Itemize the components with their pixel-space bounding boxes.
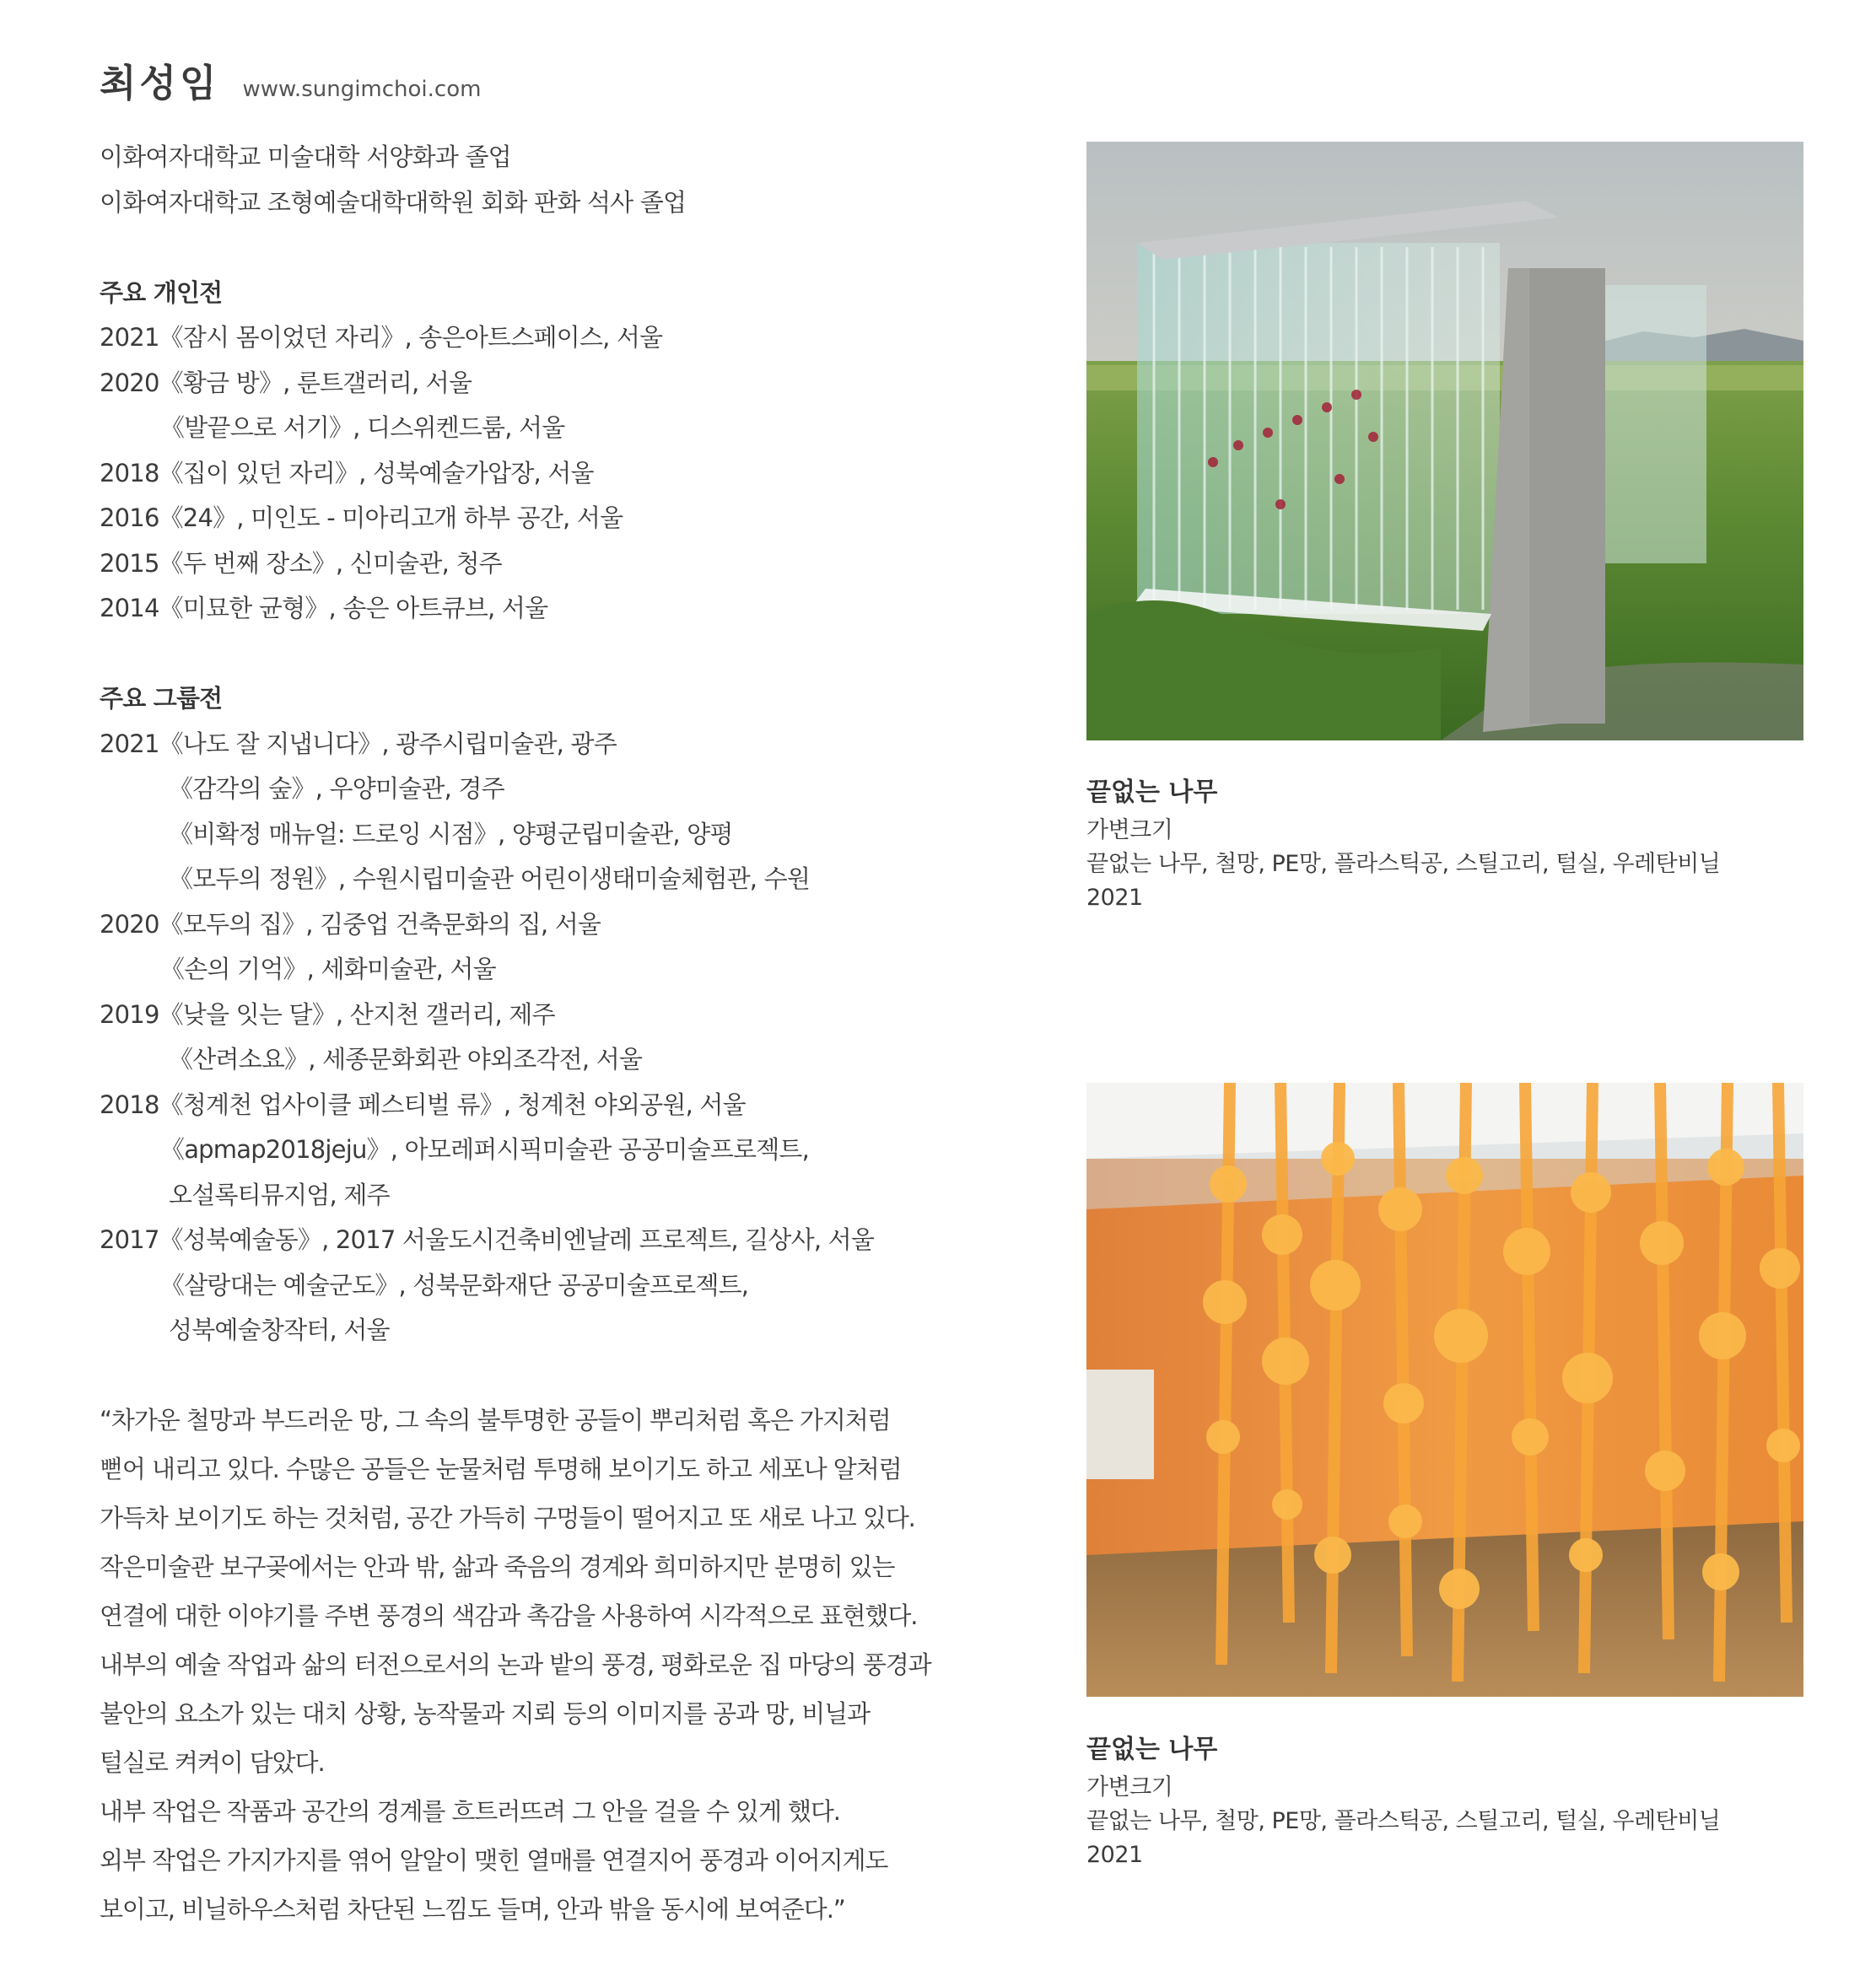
statement-line: 보이고, 비닐하우스처럼 차단된 느낌도 들며, 안과 밖을 동시에 보여준다.” — [100, 1895, 845, 1924]
group-exhibition-entry: 오설록티뮤지엄, 제주 — [169, 1180, 390, 1209]
group-exhibition-entry: 《모두의 정원》, 수원시립미술관 어린이생태미술체험관, 수원 — [169, 864, 811, 893]
statement-line: 가득차 보이기도 하는 것처럼, 공간 가득히 구멍들이 떨어지고 또 새로 나고 있다. — [100, 1504, 915, 1532]
solo-exhibition-entry: 2015《두 번째 장소》, 신미술관, 청주 — [100, 548, 502, 578]
group-exhibition-entry: 2020《모두의 집》, 김중업 건축문화의 집, 서울 — [100, 909, 601, 939]
biography-column — [100, 135, 909, 1354]
group-exhibition-entry: 《손의 기억》, 세화미술관, 서울 — [160, 955, 496, 983]
group-exhibition-entry: 2018《청계천 업사이클 페스티벌 류》, 청계천 야외공원, 서울 — [100, 1090, 746, 1119]
statement-line: 불안의 요소가 있는 대치 상황, 농작물과 지뢰 등의 이미지를 공과 망, 비닐과 — [100, 1699, 870, 1728]
artist-statement — [100, 1396, 931, 1934]
artwork-materials: 끝없는 나무, 철망, PE망, 플라스틱공, 스틸고리, 털실, 우레탄비닐 — [1086, 851, 1721, 877]
statement-line: “차가운 철망과 부드러운 망, 그 속의 불투명한 공들이 뿌리처럼 혹은 가지처럼 — [100, 1406, 891, 1434]
artwork-size: 가변크기 — [1086, 1774, 1173, 1800]
solo-exhibition-entry: 2016《24》, 미인도 - 미아리고개 하부 공간, 서울 — [100, 503, 623, 532]
artwork-size: 가변크기 — [1086, 817, 1173, 843]
solo-exhibition-entry: 《발끝으로 서기》, 디스위켄드룸, 서울 — [160, 413, 565, 442]
artwork-year: 2021 — [1086, 1842, 1143, 1868]
group-exhibition-entry: 《비확정 매뉴얼: 드로잉 시점》, 양평군립미술관, 양평 — [169, 819, 733, 848]
statement-line: 털실로 켜켜이 담았다. — [100, 1748, 325, 1777]
education-line: 이화여자대학교 조형예술대학대학원 회화 판화 석사 졸업 — [100, 187, 687, 217]
statement-line: 연결에 대한 이야기를 주변 풍경의 색감과 촉감을 사용하여 시각적으로 표현했다. — [100, 1601, 918, 1630]
statement-line: 외부 작업은 가지가지를 엮어 알알이 맺힌 열매를 연결지어 풍경과 이어지게도 — [100, 1846, 888, 1875]
group-exhibition-entry: 《감각의 숲》, 우양미술관, 경주 — [169, 774, 504, 803]
artwork-photo-outdoor — [1086, 142, 1803, 740]
group-exhibitions-heading: 주요 그룹전 — [100, 684, 223, 713]
education-line: 이화여자대학교 미술대학 서양화과 졸업 — [100, 143, 511, 171]
artwork-title: 끝없는 나무 — [1086, 778, 1218, 807]
solo-exhibitions-heading: 주요 개인전 — [100, 277, 223, 307]
group-exhibition-entry: 2019《낮을 잇는 달》, 산지천 갤러리, 제주 — [100, 999, 555, 1029]
artist-name: 최성임 — [100, 61, 220, 105]
solo-exhibition-entry: 2020《황금 방》, 룬트갤러리, 서울 — [100, 368, 472, 397]
solo-exhibition-entry: 2018《집이 있던 자리》, 성북예술가압장, 서울 — [100, 458, 594, 487]
artwork-materials: 끝없는 나무, 철망, PE망, 플라스틱공, 스틸고리, 털실, 우레탄비닐 — [1086, 1808, 1721, 1834]
solo-exhibition-entry: 2014《미묘한 균형》, 송은 아트큐브, 서울 — [100, 594, 548, 622]
group-exhibition-entry: 2017《성북예술동》, 2017 서울도시건축비엔날레 프로젝트, 길상사, 서울 — [100, 1225, 875, 1254]
statement-line: 작은미술관 보구곶에서는 안과 밖, 삶과 죽음의 경계와 희미하지만 분명히 있는 — [100, 1553, 895, 1581]
statement-line: 내부 작업은 작품과 공간의 경계를 흐트러뜨려 그 안을 걸을 수 있게 했다. — [100, 1797, 840, 1826]
artwork-photo-indoor — [1086, 1083, 1803, 1697]
statement-line: 내부의 예술 작업과 삶의 터전으로서의 논과 밭의 풍경, 평화로운 집 마당의 풍경과 — [100, 1650, 931, 1679]
statement-line: 뻗어 내리고 있다. 수많은 공들은 눈물처럼 투명해 보이기도 하고 세포나 알처럼 — [100, 1455, 902, 1483]
artwork-title: 끝없는 나무 — [1086, 1735, 1218, 1764]
artist-website-link[interactable]: www.sungimchoi.com — [242, 77, 482, 102]
artwork-year: 2021 — [1086, 885, 1143, 911]
group-exhibition-entry: 2021《나도 잘 지냅니다》, 광주시립미술관, 광주 — [100, 729, 617, 758]
group-exhibition-entry: 성북예술창작터, 서울 — [169, 1316, 390, 1344]
artwork-caption — [1086, 772, 1803, 915]
group-exhibition-entry: 《살랑대는 예술군도》, 성북문화재단 공공미술프로젝트, — [160, 1270, 749, 1300]
artwork-caption — [1086, 1729, 1803, 1872]
group-exhibition-entry: 《산려소요》, 세종문화회관 야외조각전, 서울 — [169, 1045, 643, 1074]
solo-exhibition-entry: 2021《잠시 몸이었던 자리》, 송은아트스페이스, 서울 — [100, 323, 663, 352]
group-exhibition-entry: 《apmap2018jeju》, 아모레퍼시픽미술관 공공미술프로젝트, — [160, 1135, 810, 1164]
artist-header — [100, 52, 481, 107]
